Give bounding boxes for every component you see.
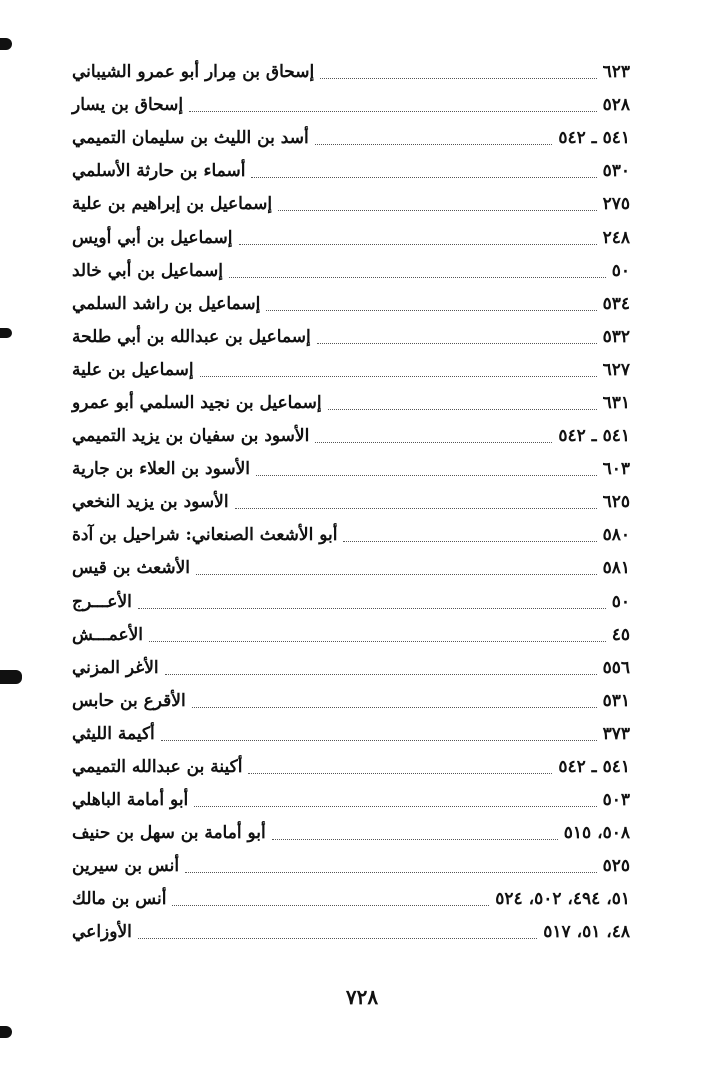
entry-name: الأسود بن العلاء بن جارية [72,459,251,480]
index-entry [72,321,630,354]
entry-name: أبو أمامة الباهلي [72,790,189,811]
index-entry [72,387,630,420]
entry-name: إسماعيل بن أبي خالد [72,260,223,281]
dot-leader [239,244,597,245]
index-entry [72,221,630,254]
index-entry [72,817,630,850]
entry-name: أبو الأشعث الصنعاني: شراحيل بن آدة [72,525,338,546]
entry-pages: ٦٢٣ [602,62,630,83]
dot-leader [138,608,606,609]
dot-leader [192,707,597,708]
index-entry [72,586,630,619]
index-entry [72,718,630,751]
entry-pages: ٥٠ [611,260,630,281]
dot-leader [328,409,597,410]
entry-name: أنس بن سيرين [72,856,180,877]
entry-pages: ٦٢٧ [602,359,630,380]
index-entry [72,155,630,188]
index-entry [72,354,630,387]
entry-name: إسحاق بن يسار [72,95,184,116]
entry-name: إسماعيل بن إبراهيم بن علية [72,194,273,215]
entry-pages: ٥٢٨ [602,95,630,116]
entry-pages: ٥٠٣ [602,790,630,811]
entry-pages: ٥٥٦ [602,657,630,678]
dot-leader [317,343,597,344]
entry-pages: ٥٠٨، ٥١٥ [563,823,630,844]
entry-name: إسماعيل بن أبي أويس [72,227,233,248]
entry-name: إسماعيل بن راشد السلمي [72,293,261,314]
entry-name: إسماعيل بن عبدالله بن أبي طلحة [72,326,311,347]
entry-name: أكيمة الليثي [72,723,155,744]
entry-name: إسماعيل بن علية [72,359,194,380]
entry-name: الأوزاعي [72,922,132,943]
entry-pages: ٥١، ٤٩٤، ٥٠٢، ٥٢٤ [495,889,630,910]
dot-leader [165,674,597,675]
index-entry [72,850,630,883]
entry-pages: ٣٧٣ [602,723,630,744]
entry-name: الأقرع بن حابس [72,690,186,711]
entry-pages: ٥٣٠ [602,161,630,182]
entry-pages: ٤٨، ٥١، ٥١٧ [543,922,630,943]
entry-name: الأعـــرج [72,591,132,612]
entry-pages: ٥٨١ [602,558,630,579]
index-entry [72,652,630,685]
entry-pages: ٢٧٥ [602,194,630,215]
binding-mark-4 [0,1026,12,1038]
dot-leader [315,442,552,443]
dot-leader [278,210,596,211]
entry-pages: ٥٣٢ [602,326,630,347]
entry-pages: ٥٨٠ [602,525,630,546]
dot-leader [343,541,596,542]
dot-leader [229,277,606,278]
index-entry [72,685,630,718]
index-entry [72,784,630,817]
entry-name: أنس بن مالك [72,889,167,910]
entry-pages: ٥٤١ ـ ٥٤٢ [558,426,630,447]
binding-mark-3 [0,670,22,684]
dot-leader [256,475,597,476]
page-number: ٧٢٨ [345,985,379,1009]
index-entry [72,122,630,155]
dot-leader [161,740,597,741]
index-entry [72,188,630,221]
index-entry [72,56,630,89]
index-entry [72,519,630,552]
dot-leader [196,574,597,575]
index-list [72,56,630,950]
dot-leader [235,508,597,509]
entry-name: الأعمـــش [72,624,144,645]
entry-name: أبو أمامة بن سهل بن حنيف [72,823,266,844]
dot-leader [315,144,553,145]
entry-pages: ٦٢٥ [602,492,630,513]
index-entry [72,89,630,122]
entry-pages: ٥٢٥ [602,856,630,877]
entry-name: إسماعيل بن نجيد السلمي أبو عمرو [72,392,322,413]
index-entry [72,619,630,652]
entry-name: الأشعث بن قيس [72,558,190,579]
entry-pages: ٥٠ [611,591,630,612]
index-entry [72,916,630,949]
entry-pages: ٤٥ [611,624,630,645]
dot-leader [149,641,606,642]
binding-mark-1 [0,38,12,50]
index-entry [72,453,630,486]
entry-name: أسماء بن حارثة الأسلمي [72,161,246,182]
entry-pages: ٦٠٣ [602,459,630,480]
index-entry [72,420,630,453]
index-entry [72,552,630,585]
entry-name: إسحاق بن مِرار أبو عمرو الشيباني [72,62,315,83]
entry-pages: ٢٤٨ [602,227,630,248]
dot-leader [200,376,597,377]
entry-name: الأغر المزني [72,657,159,678]
entry-name: الأسود بن يزيد النخعي [72,492,229,513]
dot-leader [189,111,596,112]
index-entry [72,751,630,784]
dot-leader [172,905,489,906]
entry-name: أكينة بن عبدالله التميمي [72,757,243,778]
dot-leader [185,872,597,873]
entry-pages: ٥٣٤ [602,293,630,314]
dot-leader [251,177,596,178]
dot-leader [272,839,558,840]
binding-mark-2 [0,328,12,338]
dot-leader [194,806,596,807]
entry-pages: ٥٤١ ـ ٥٤٢ [558,757,630,778]
index-entry [72,288,630,321]
dot-leader [320,78,596,79]
entry-name: الأسود بن سفيان بن يزيد التميمي [72,426,310,447]
entry-name: أسد بن الليث بن سليمان التميمي [72,128,309,149]
entry-pages: ٥٤١ ـ ٥٤٢ [558,128,630,149]
index-entry [72,486,630,519]
index-entry [72,255,630,288]
dot-leader [266,310,596,311]
entry-pages: ٥٣١ [602,690,630,711]
dot-leader [248,773,552,774]
dot-leader [138,938,537,939]
index-entry [72,883,630,916]
entry-pages: ٦٣١ [602,392,630,413]
